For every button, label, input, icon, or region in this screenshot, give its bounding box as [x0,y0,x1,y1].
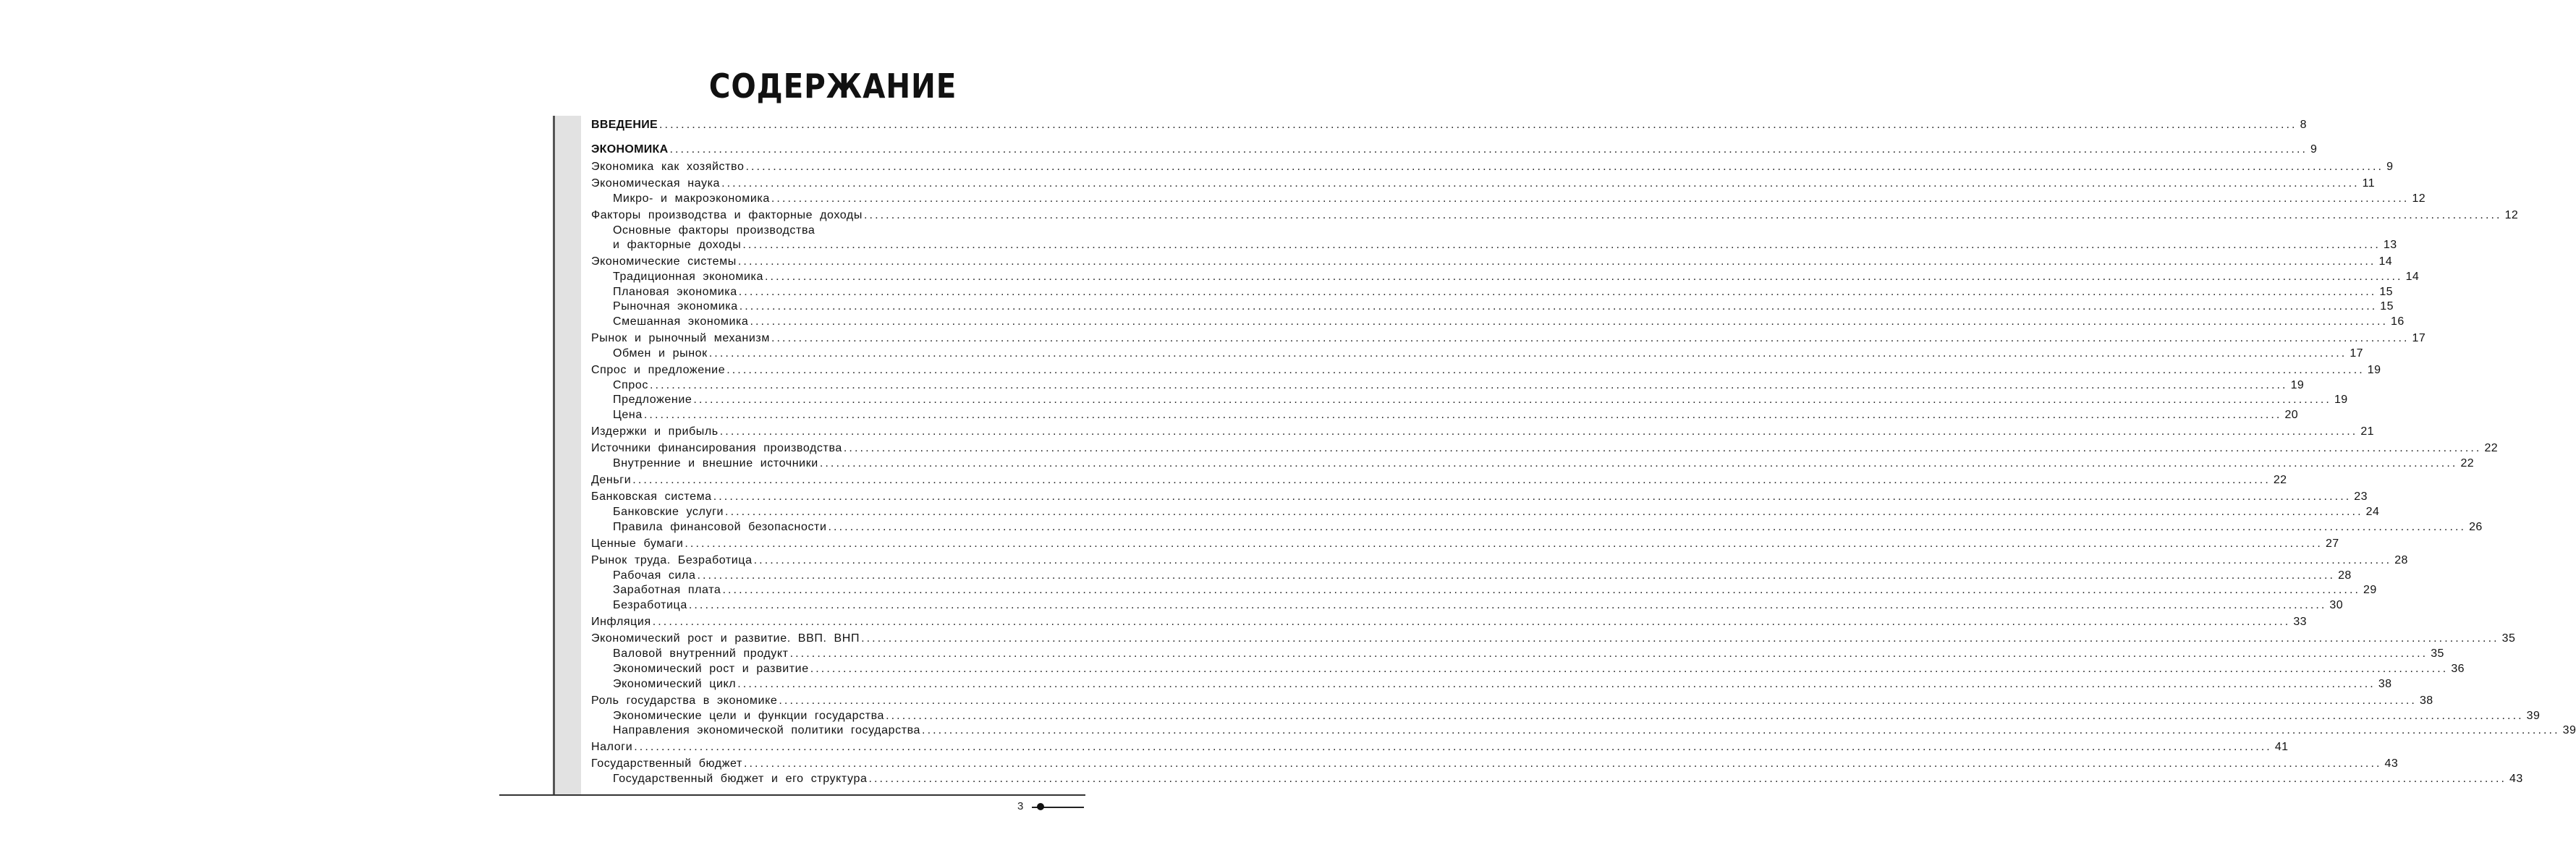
toc-entry-row[interactable] [591,695,2433,710]
toc-entry-label: ЭКОНОМИКА [591,143,669,156]
toc-entry-row[interactable] [613,647,2444,663]
toc-entry-label: Налоги [591,741,633,753]
dot-leader: ............................................................................................................................................................................................................................................................................................................ [789,647,2428,660]
dot-leader: ............................................................................................................................................................................................................................................................................................................ [810,663,2449,675]
toc-entry-row[interactable] [591,209,2519,225]
toc-page-number: 28 [2338,569,2352,582]
dot-leader: ............................................................................................................................................................................................................................................................................................................ [861,632,2499,645]
toc-entry-row[interactable] [613,315,2405,331]
toc-entry-row[interactable] [591,425,2374,441]
toc-entry-label: Экономический рост и развитие [613,663,809,675]
toc-entry-label: Банковские услуги [613,506,724,518]
toc-entry-label: Экономическая наука [591,177,721,190]
dot-leader: ............................................................................................................................................................................................................................................................................................................ [737,678,2376,690]
toc-entry-label: Рынок труда. Безработица [591,554,753,566]
toc-entry-label: Рынок и рыночный механизм [591,332,770,344]
toc-entry-row[interactable] [613,506,2380,522]
toc-page-number: 20 [2284,409,2299,421]
dot-leader: ............................................................................................................................................................................................................................................................................................................ [650,379,2288,391]
toc-entry-row[interactable] [591,364,2381,380]
dot-leader: ............................................................................................................................................................................................................................................................................................................ [738,286,2377,298]
page-marker-dot [1037,803,1044,810]
toc-page-number: 13 [2383,239,2397,251]
dot-leader: ............................................................................................................................................................................................................................................................................................................ [868,773,2507,785]
toc-page-number: 38 [2378,678,2392,690]
toc-entry-label: Государственный бюджет [591,757,742,770]
toc-entry-label: Роль государства в экономике [591,695,778,707]
toc-page-number: 15 [2380,300,2394,313]
dot-leader: ............................................................................................................................................................................................................................................................................................................ [632,474,2271,486]
toc-entry-row[interactable] [591,757,2399,773]
toc-page-number: 29 [2363,584,2377,596]
toc-entry-row[interactable] [613,347,2363,363]
toc-entry-label: Экономика как хозяйство [591,161,745,173]
toc-entry-label: Экономические цели и функции государства [613,710,885,722]
toc-page-number: 22 [2273,474,2287,486]
toc-page-number: 39 [2526,710,2541,722]
toc-entry-label: Традиционная экономика [613,271,763,283]
toc-entry-label: Спрос [613,379,649,391]
dot-leader: ............................................................................................................................................................................................................................................................................................................ [753,554,2392,566]
dot-leader: ............................................................................................................................................................................................................................................................................................................ [750,315,2389,328]
toc-entry-row[interactable] [613,521,2483,537]
dot-leader: ............................................................................................................................................................................................................................................................................................................ [688,599,2327,611]
dot-leader: ............................................................................................................................................................................................................................................................................................................ [685,538,2323,550]
toc-entry-label: Банковская система [591,490,712,503]
toc-entry-label: Смешанная экономика [613,315,749,328]
dot-leader: ............................................................................................................................................................................................................................................................................................................ [726,364,2365,376]
toc-page-number: 35 [2431,647,2444,660]
toc-entry-row[interactable] [591,741,2289,757]
toc-entry-row[interactable] [591,161,2394,177]
toc-entry-label: Ценные бумаги [591,538,684,550]
toc-entry-row[interactable] [613,394,2348,409]
toc-page-number: 43 [2509,773,2523,785]
dot-leader: ............................................................................................................................................................................................................................................................................................................ [922,724,2560,736]
dot-leader: ............................................................................................................................................................................................................................................................................................................ [742,239,2381,251]
toc-page-number: 9 [2386,161,2394,173]
toc-entry-label: Экономический рост и развитие. ВВП. ВНП [591,632,860,645]
toc-entry-row[interactable] [591,538,2339,553]
toc-entry-row[interactable] [613,663,2465,679]
dot-leader: ............................................................................................................................................................................................................................................................................................................ [693,394,2331,406]
dot-leader: ............................................................................................................................................................................................................................................................................................................ [779,695,2417,707]
dot-leader: ............................................................................................................................................................................................................................................................................................................ [765,271,2403,283]
toc-entry-label: Экономические системы [591,255,737,268]
toc-entry-label: Плановая экономика [613,286,737,298]
toc-entry-label: Инфляция [591,616,651,628]
toc-page-number: 17 [2412,332,2426,344]
toc-entry-row[interactable] [613,569,2352,585]
toc-entry-row[interactable] [613,678,2392,694]
toc-entry-label: Экономический цикл [613,678,737,690]
toc-entry-label: Источники финансирования производства [591,442,842,454]
toc-page-number: 14 [2405,271,2420,283]
toc-entry-row[interactable] [613,457,2475,473]
toc-page-number: 39 [2562,724,2576,736]
dot-leader: ............................................................................................................................................................................................................................................................................................................ [771,192,2410,205]
toc-entry-label: Предложение [613,394,692,406]
dot-leader: ............................................................................................................................................................................................................................................................................................................ [819,457,2458,470]
toc-entry-label: Деньги [591,474,632,486]
toc-entry-label: Обмен и рынок [613,347,708,360]
dot-leader: ............................................................................................................................................................................................................................................................................................................ [843,442,2482,454]
toc-entry-row[interactable] [591,442,2499,458]
toc-entry-row[interactable] [613,724,2576,740]
toc-page-number: 24 [2365,506,2380,518]
toc-entry-label: Факторы производства и факторные доходы [591,209,863,221]
dot-leader: ............................................................................................................................................................................................................................................................................................................ [737,255,2376,268]
toc-page-number: 14 [2378,255,2393,268]
toc-entry-row[interactable] [613,286,2393,302]
toc-page-number: 38 [2419,695,2433,707]
dot-leader: ............................................................................................................................................................................................................................................................................................................ [652,616,2291,628]
toc-entry-row[interactable] [613,192,2426,208]
dot-leader: ............................................................................................................................................................................................................................................................................................................ [722,584,2361,596]
toc-entry-label: Безработица [613,599,687,611]
dot-leader: ............................................................................................................................................................................................................................................................................................................ [634,741,2272,753]
toc-page-number: 19 [2367,364,2381,376]
toc-page-number: 19 [2290,379,2305,391]
toc-entry-row[interactable] [613,300,2394,316]
toc-entry-row[interactable] [613,584,2377,600]
toc-page-number: 27 [2325,538,2339,550]
dot-leader: ............................................................................................................................................................................................................................................................................................................ [713,490,2352,503]
toc-page-number: 12 [2412,192,2426,205]
toc-page-number: 43 [2384,757,2399,770]
toc-page-number: 11 [2362,177,2376,190]
toc-entry-label: Государственный бюджет и его структура [613,773,868,785]
toc-entry-row[interactable] [613,379,2305,395]
toc-entry-row[interactable] [591,474,2287,490]
toc-entry-row[interactable] [591,177,2376,193]
toc-entry-label: Правила финансовой безопасности [613,521,827,533]
dot-leader: ............................................................................................................................................................................................................................................................................................................ [643,409,2282,421]
toc-entry-row[interactable] [591,632,2516,648]
toc-page-number: 16 [2391,315,2405,328]
toc-entry-label: Рыночная экономика [613,300,738,313]
toc-page-number: 9 [2310,143,2318,156]
dot-leader: ............................................................................................................................................................................................................................................................................................................ [669,143,2308,156]
dot-leader: ............................................................................................................................................................................................................................................................................................................ [828,521,2467,533]
toc-section-row[interactable] [591,143,2318,159]
toc-entry-label: Цена [613,409,643,421]
toc-entry-label: Валовой внутренний продукт [613,647,789,660]
toc-page-number: 8 [2300,119,2307,131]
dot-leader: ............................................................................................................................................................................................................................................................................................................ [745,161,2384,173]
toc-page-number: 17 [2350,347,2363,360]
toc-entry-label: Заработная плата [613,584,721,596]
toc-entry-label: Спрос и предложение [591,364,726,376]
dot-leader: ............................................................................................................................................................................................................................................................................................................ [721,177,2360,190]
toc-page-number: 21 [2360,425,2374,438]
dot-leader: ............................................................................................................................................................................................................................................................................................................ [725,506,2363,518]
toc-page-number: 12 [2504,209,2519,221]
toc-entry-label: ВВЕДЕНИЕ [591,119,658,131]
toc-entry-row[interactable] [613,599,2344,615]
page-number: 3 [1017,800,1024,812]
toc-entry-row[interactable] [591,490,2368,506]
toc-entry-row[interactable] [613,409,2299,425]
toc-page-number: 23 [2354,490,2368,503]
bottom-rule [499,794,1085,796]
toc-entry-label: Микро- и макроэкономика [613,192,770,205]
toc-page-number: 30 [2329,599,2344,611]
toc-entry-row[interactable] [591,255,2393,271]
toc-page-number: 19 [2334,394,2348,406]
dot-leader: ............................................................................................................................................................................................................................................................................................................ [739,300,2378,313]
toc-page-number: 28 [2394,554,2408,566]
toc-page-number: 22 [2460,457,2475,470]
dot-leader: ............................................................................................................................................................................................................................................................................................................ [863,209,2502,221]
toc-page-number: 15 [2379,286,2393,298]
page-title: СОДЕРЖАНИЕ [708,67,957,106]
toc-page-number: 35 [2501,632,2516,645]
toc-entry-row[interactable] [613,710,2541,726]
toc-section-row[interactable] [591,119,2307,135]
toc-entry-label: Рабочая сила [613,569,696,582]
dot-leader: ............................................................................................................................................................................................................................................................................................................ [697,569,2336,582]
toc-page-number: 22 [2484,442,2499,454]
dot-leader: ............................................................................................................................................................................................................................................................................................................ [658,119,2297,131]
toc-entry-row[interactable] [613,773,2523,789]
dot-leader: ............................................................................................................................................................................................................................................................................................................ [708,347,2347,360]
dot-leader: ............................................................................................................................................................................................................................................................................................................ [771,332,2410,344]
toc-entry-row[interactable] [591,616,2307,632]
toc-entry-label: Внутренние и внешние источники [613,457,818,470]
toc-page-number: 26 [2469,521,2483,533]
toc-entry-row[interactable] [591,554,2408,570]
toc-page-number: 36 [2451,663,2465,675]
toc-entry-row[interactable] [591,332,2426,348]
dot-leader: ............................................................................................................................................................................................................................................................................................................ [719,425,2358,438]
toc-page-number: 33 [2293,616,2307,628]
toc-entry-label: Издержки и прибыль [591,425,719,438]
toc-entry-label-line1: Основные факторы производства [613,224,815,237]
toc-entry-row[interactable] [613,239,2397,255]
toc-entry-label: и факторные доходы [613,239,742,251]
toc-page-number: 41 [2274,741,2289,753]
dot-leader: ............................................................................................................................................................................................................................................................................................................ [886,710,2524,722]
dot-leader: ............................................................................................................................................................................................................................................................................................................ [743,757,2382,770]
toc-entry-label: Направления экономической политики государства [613,724,921,736]
margin-bar [553,116,581,794]
toc-entry-row[interactable] [613,271,2420,286]
